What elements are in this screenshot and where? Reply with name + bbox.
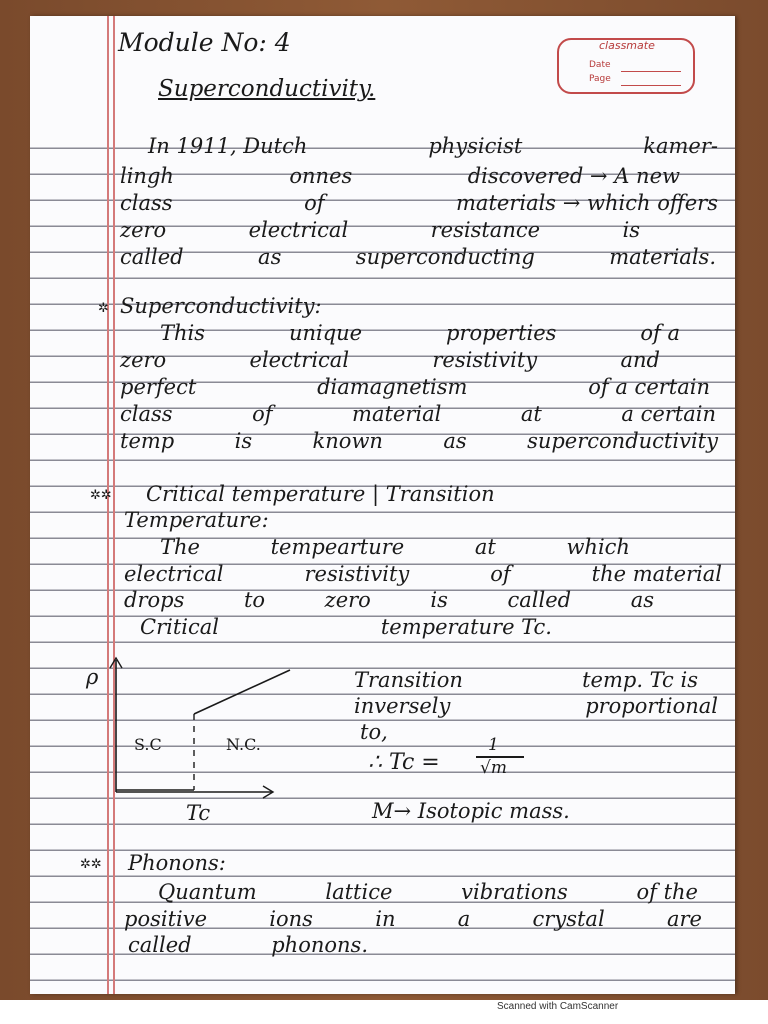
x-tick-label: Tc xyxy=(186,801,211,825)
isotopic-mass-note: M→ Isotopic mass. xyxy=(372,799,570,823)
definition-line: electrical resistivity of the material xyxy=(124,562,722,586)
intro-line: In 1911, Dutch physicist kamer- xyxy=(148,134,718,158)
intro-line: zero electrical resistance is xyxy=(120,218,640,242)
definition-line: drops to zero is called as xyxy=(124,588,654,612)
intro-line: called as superconducting materials. xyxy=(120,245,716,269)
formula-numerator: 1 xyxy=(488,735,499,755)
definition-line: This unique properties of a xyxy=(160,321,680,345)
definition-line: class of material at a certain xyxy=(120,402,716,426)
region-label-nc: N.C. xyxy=(226,735,261,754)
stamp-brand: classmate xyxy=(599,39,655,52)
definition-line: temp is known as superconductivity xyxy=(120,429,718,453)
intro-line: lingh onnes discovered → A new xyxy=(120,164,680,188)
module-number: Module No: 4 xyxy=(118,28,291,57)
section-heading: Temperature: xyxy=(124,508,269,532)
definition-line: zero electrical resistivity and xyxy=(120,348,660,372)
bullet-icon: ✲✲ xyxy=(90,488,112,503)
page-title: Superconductivity. xyxy=(158,76,376,102)
normal-state-line xyxy=(194,670,290,714)
definition-line: called phonons. xyxy=(128,933,368,957)
y-axis-label: ρ xyxy=(86,665,99,689)
definition-line: Critical temperature Tc. xyxy=(140,615,552,639)
definition-line: Quantum lattice vibrations of the xyxy=(158,880,698,904)
section-heading: Phonons: xyxy=(128,851,226,875)
stamp-page-label: Page xyxy=(589,74,611,84)
region-label-sc: S.C xyxy=(134,735,162,754)
formula-denominator: √m xyxy=(480,758,507,778)
bullet-icon: ✲✲ xyxy=(80,857,102,872)
section-heading: Critical temperature | Transition xyxy=(146,482,495,506)
note-line: Transition temp. Tc is xyxy=(354,668,698,692)
definition-line: The tempearture at which xyxy=(160,535,630,559)
stamp-date-label: Date xyxy=(589,60,611,70)
note-line: inversely proportional xyxy=(354,694,718,718)
formula-prefix: ∴ Tc = xyxy=(368,750,440,775)
section-heading: Superconductivity: xyxy=(120,294,322,318)
definition-line: perfect diamagnetism of a certain xyxy=(120,375,710,399)
note-line: to, xyxy=(360,720,388,744)
bullet-icon: ✲ xyxy=(98,301,109,316)
scanner-watermark: Scanned with CamScanner xyxy=(497,1001,619,1012)
definition-line: positive ions in a crystal are xyxy=(124,907,702,931)
intro-line: class of materials → which offers xyxy=(120,191,718,215)
